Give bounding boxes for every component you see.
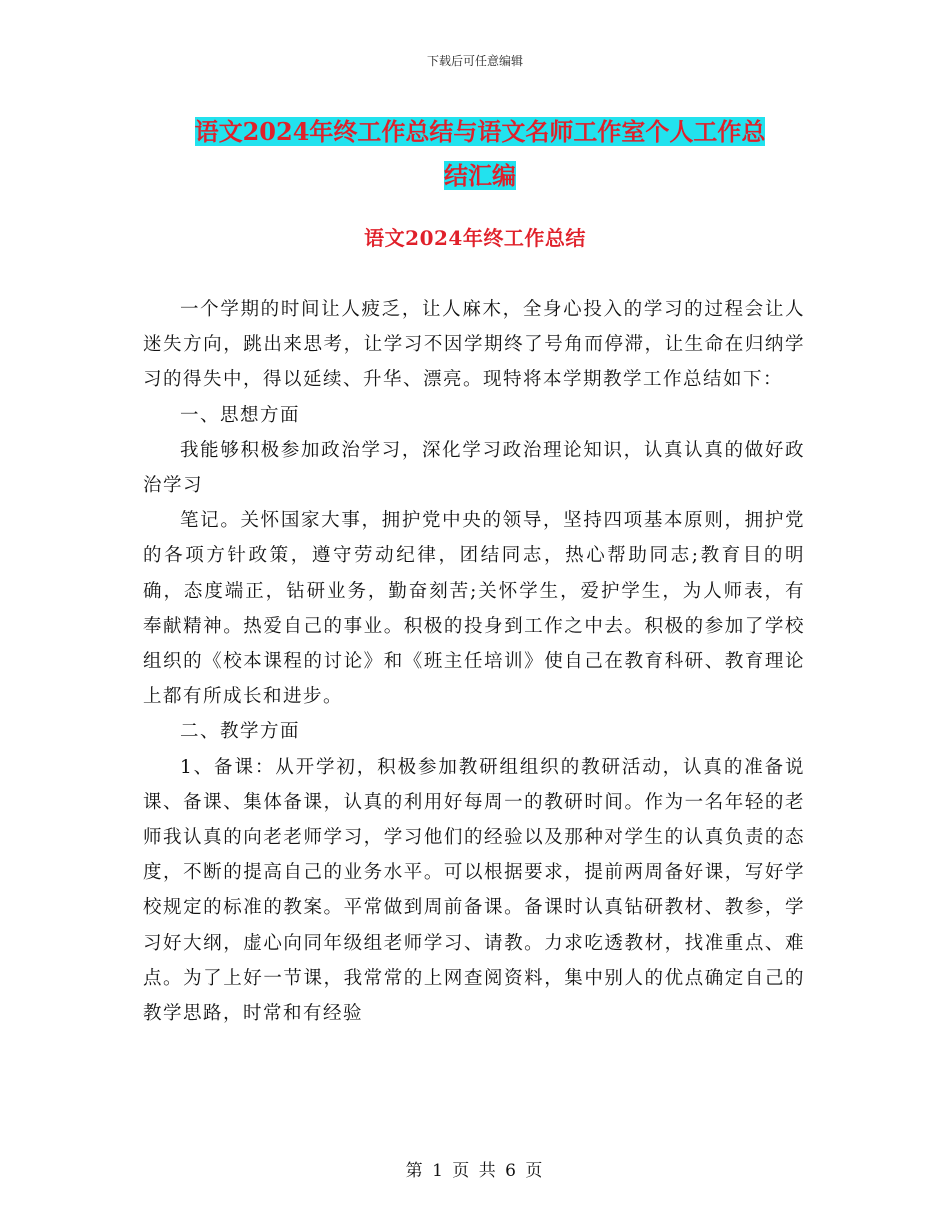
title-line-2: 结汇编 [444,161,516,190]
title-line-1: 语文2024年终工作总结与语文名师工作室个人工作总 [194,117,766,146]
paragraph: 一个学期的时间让人疲乏，让人麻木，全身心投入的学习的过程会让人迷失方向，跳出来思考，让学习不因学期终了号角而停滞，让生命在归纳学习的得失中，得以延续、升华、漂亮。现特将本学期教学工作总结如下： [143,299,805,391]
paragraph: 1、备课：从开学初，积极参加教研组组织的教研活动，认真的准备说课、备课、集体备课，认真的利用好每周一的教研时间。作为一名年轻的老师我认真的向老老师学习，学习他们的经验以及那种对学生的认真负责的态度，不断的提高自己的业务水平。可以根据要求，提前两周备好课，写好学校规定的标准的教案。平常做到周前备课。备课时认真钻研教材、教参，学习好大纲，虚心向同年级组老师学习、请教。力求吃透教材，找准重点、难点。为了上好一节课，我常常的上网查阅资料，集中别人的优点确定自己的教学思路，时常和有经验 [143,756,805,1025]
section-title: 语文2024年终工作总结 [364,226,586,250]
section-heading: 二、教学方面 [180,721,301,743]
section-heading: 一、思想方面 [180,404,301,426]
paragraph: 我能够积极参加政治学习，深化学习政治理论知识，认真认真的做好政治学习 [143,439,805,497]
page-number: 第 1 页 共 6 页 [405,1161,545,1181]
document-body [143,292,805,1031]
document-title [140,110,820,198]
header-note: 下载后可任意编辑 [426,54,523,68]
paragraph: 笔记。关怀国家大事，拥护党中央的领导，坚持四项基本原则，拥护党的各项方针政策，遵守劳动纪律，团结同志，热心帮助同志;教育目的明确，态度端正，钻研业务，勤奋刻苦;关怀学生，爱护学生，为人师表，有奉献精神。热爱自己的事业。积极的投身到工作之中去。积极的参加了学校组织的《校本课程的讨论》和《班主任培训》使自己在教育科研、教育理论上都有所成长和进步。 [143,510,805,708]
